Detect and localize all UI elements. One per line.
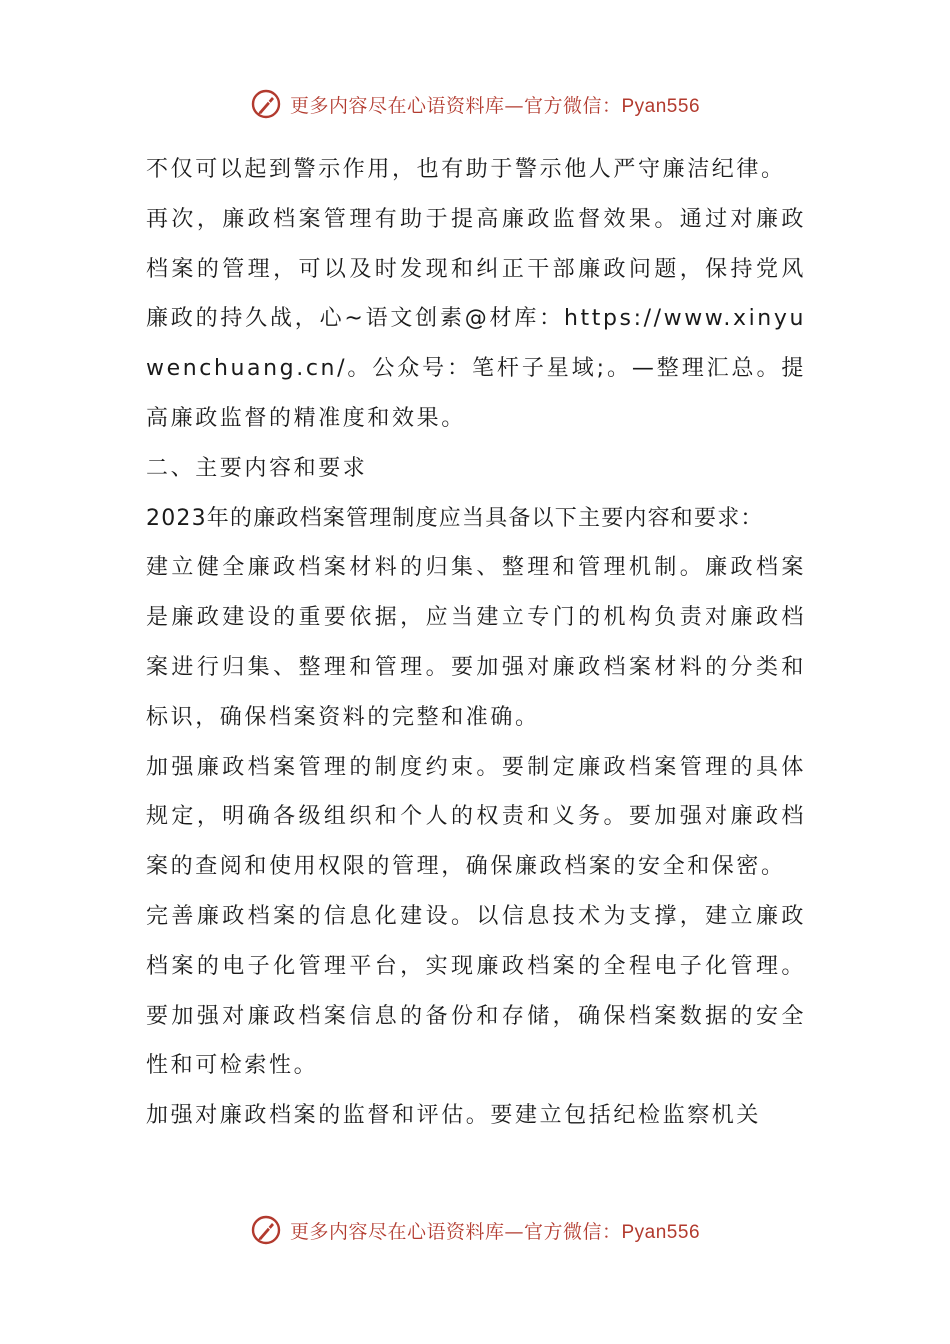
footer-wechat-id: Pyan556: [621, 1221, 701, 1243]
paragraph: 再次，廉政档案管理有助于提高廉政监督效果。通过对廉政档案的管理，可以及时发现和纠正干部廉政问题，保持党风廉政的持久战，心~语文创素@材库：https://www.xinyuwenchuang.cn/。公众号：笔杆子星域;。—整理汇总。提高廉政监督的精准度和效果。: [146, 206, 806, 431]
document-body: [146, 145, 806, 1141]
quill-logo-icon: [250, 88, 282, 120]
header-wechat-id: Pyan556: [621, 95, 701, 117]
page-header: [0, 84, 950, 124]
footer-brand: [250, 1214, 700, 1246]
header-brand: [250, 88, 700, 120]
page-footer: [0, 1210, 950, 1250]
paragraph: 建立健全廉政档案材料的归集、整理和管理机制。廉政档案是廉政建设的重要依据，应当建立专门的机构负责对廉政档案进行归集、整理和管理。要加强对廉政档案材料的分类和标识，确保档案资料的完整和准确。: [146, 555, 806, 730]
footer-separator: —: [504, 1220, 524, 1243]
paragraph: 加强廉政档案管理的制度约束。要制定廉政档案管理的具体规定，明确各级组织和个人的权责和义务。要加强对廉政档案的查阅和使用权限的管理，确保廉政档案的安全和保密。: [146, 754, 806, 880]
paragraph: 不仅可以起到警示作用，也有助于警示他人严守廉洁纪律。: [146, 157, 786, 182]
footer-brand-text: [290, 1217, 700, 1244]
footer-brand-name: 更多内容尽在心语资料库: [289, 1220, 505, 1243]
footer-contact-label: 官方微信：: [523, 1220, 622, 1243]
quill-logo-icon: [250, 1214, 282, 1246]
section-heading: 二、主要内容和要求: [146, 455, 368, 481]
header-separator: —: [504, 94, 524, 117]
paragraph: 完善廉政档案的信息化建设。以信息技术为支撑，建立廉政档案的电子化管理平台，实现廉政档案的全程电子化管理。要加强对廉政档案信息的备份和存储，确保档案数据的安全性和可检索性。: [146, 903, 806, 1079]
paragraph: 加强对廉政档案的监督和评估。要建立包括纪检监察机关: [146, 1103, 762, 1129]
header-brand-name: 更多内容尽在心语资料库: [289, 94, 505, 117]
header-brand-text: [290, 91, 700, 118]
header-contact-label: 官方微信：: [523, 94, 622, 117]
paragraph: 2023年的廉政档案管理制度应当具备以下主要内容和要求：: [146, 505, 764, 531]
